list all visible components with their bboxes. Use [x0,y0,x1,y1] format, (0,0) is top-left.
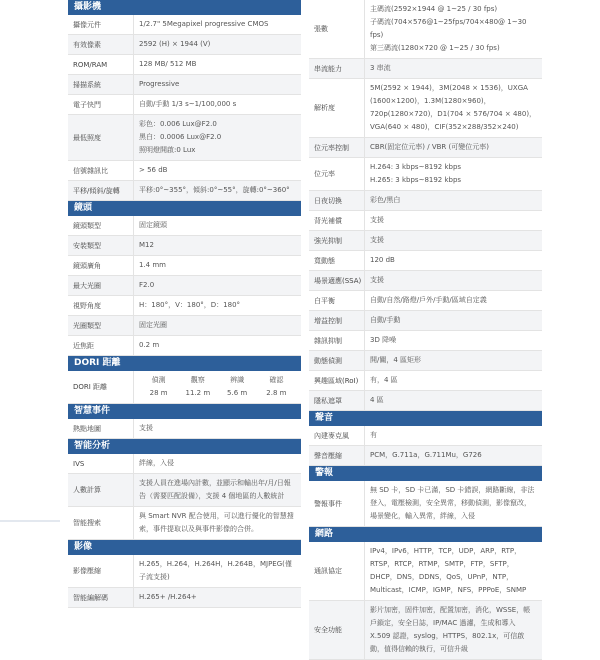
spec-label: 動態偵測 [309,351,365,370]
spec-value: 影片加密，固件加密，配置加密，消化，WSSE，帳戶鎖定，安全日誌，IP/MAC 過濾，生成和導入 X.509 認證，syslog，HTTPS，802.1x，可信啟動，值得信賴的執行，可信升級 [370,606,531,653]
spec-label: 最低照度 [68,115,134,160]
section-rows [309,542,542,660]
spec-value: 有，4 區 [370,376,398,384]
spec-row [68,35,301,55]
spec-label: 聲音壓縮 [309,446,365,465]
spec-value: 支援人員在進場內計數，並顯示和輸出年/月/日報告（需要匹配設備），支援 4 個地區的人數統計 [139,479,291,500]
spec-row [309,291,542,311]
spec-row [68,181,301,201]
spec-value [134,115,301,160]
spec-row [68,316,301,336]
spec-value: 無 SD 卡，SD 卡已滿，SD 卡錯誤，網路斷線，非法登入，電壓檢測，安全異常，移動偵測，影像竄改，場景變化，輸入異常，絆線，入侵 [370,486,535,520]
spec-value: 有 [370,431,377,439]
spec-value: 1.4 mm [139,261,166,269]
spec-value: 與 Smart NVR 配合使用，可以進行優化的智慧搜索，事件提取以及與事件影像的合併。 [139,512,294,533]
section-title: 影像 [68,540,301,555]
spec-value: 開/關，4 區矩形 [370,356,422,364]
section-rows [68,555,301,608]
spec-row [309,0,542,59]
dori-values [139,387,296,400]
spec-row [309,446,542,466]
spec-value: 3 串流 [370,64,391,72]
dori-row [68,371,301,404]
spec-label: 安全功能 [309,601,365,659]
spec-label: 增益控制 [309,311,365,330]
spec-label: 有效像素 [68,35,134,54]
spec-value: IPv4，IPv6，HTTP，TCP，UDP，ARP，RTP，RTSP，RTCP，RTMP，SMTP，FTP，SFTP，DHCP，DNS，DDNS，QoS，UPnP，NTP，Multicast，ICMP，IGMP，NFS，PPPoE，SNMP [370,547,527,594]
spec-row [68,75,301,95]
spec-row [309,138,542,158]
spec-row [68,336,301,356]
spec-value-line: 彩色：0.006 Lux@F2.0 [139,120,217,128]
section-rows [68,371,301,404]
spec-row [68,419,301,439]
spec-value: PCM，G.711a，G.711Mu，G726 [370,451,482,459]
spec-label: 近焦距 [68,336,134,355]
spec-value: 固定光圈 [139,321,167,329]
dori-table [134,371,301,403]
spec-row [309,426,542,446]
spec-label: 鏡頭廣角 [68,256,134,275]
spec-label: 串流能力 [309,59,365,78]
dori-value: 5.6 m [227,389,248,397]
spec-value: F2.0 [139,281,155,289]
spec-row [68,161,301,181]
section-rows [68,419,301,439]
spec-label: 白平衡 [309,291,365,310]
section-title: 智能分析 [68,439,301,454]
spec-label: 電子快門 [68,95,134,114]
spec-label: 場景適應(SSA) [309,271,365,290]
spec-label: 興趣區域(RoI) [309,371,365,390]
spec-value: > 56 dB [139,166,168,174]
section-rows [68,454,301,540]
spec-label: 人數計算 [68,474,134,506]
spec-label: 攝像元件 [68,15,134,34]
dori-value: 28 m [149,389,168,397]
spec-value: 支援 [139,424,153,432]
spec-value: 支援 [370,276,384,284]
spec-label: 位元率 [309,158,365,190]
spec-row [309,158,542,191]
spec-row [309,351,542,371]
spec-value: 2592 (H) × 1944 (V) [139,40,211,48]
spec-label: 影像壓縮 [68,555,134,587]
spec-value: 120 dB [370,256,395,264]
spec-label: 智能編解碼 [68,588,134,607]
spec-value: 彩色/黑白 [370,196,401,204]
spec-value: 3D 降噪 [370,336,397,344]
spec-value-line: H.265: 3 kbps~8192 kbps [370,176,462,184]
spec-label: 位元率控制 [309,138,365,157]
spec-value: 支援 [370,236,384,244]
spec-label: 最大光圈 [68,276,134,295]
spec-label: 強光抑制 [309,231,365,250]
spec-value-line: 照明燈開啟:0 Lux [139,146,196,154]
spec-value: 絆線，入侵 [139,459,174,467]
section-title: 鏡頭 [68,201,301,216]
left-column [68,0,301,608]
section-rows [309,0,542,411]
spec-value-line: 子碼流(704×576@1~25fps/704×480@ 1~30 fps) [370,18,527,39]
spec-label: 解析度 [309,79,365,137]
spec-value-line: 黑白：0.0006 Lux@F2.0 [139,133,222,141]
spec-row [68,115,301,161]
spec-value: M12 [139,241,154,249]
section-title: 網路 [309,527,542,542]
spec-label: 視野角度 [68,296,134,315]
spec-row [309,481,542,527]
spec-label: 張數 [309,0,365,58]
spec-label: 雜訊抑制 [309,331,365,350]
right-column [309,0,542,660]
spec-row [309,191,542,211]
spec-value: 0.2 m [139,341,160,349]
spec-label: 安裝類型 [68,236,134,255]
spec-row [68,588,301,608]
section-title: 警報 [309,466,542,481]
spec-row [309,211,542,231]
section-rows [309,426,542,466]
spec-row [68,236,301,256]
spec-row [68,256,301,276]
spec-label: 信號雜訊比 [68,161,134,180]
spec-row [68,296,301,316]
section-title: 智慧事件 [68,404,301,419]
spec-row [309,231,542,251]
spec-value-line: 主碼流(2592×1944 @ 1~25 / 30 fps) [370,5,498,13]
dori-header: 辨識 [230,376,245,384]
spec-value: 固定鏡頭 [139,221,167,229]
spec-row [309,271,542,291]
spec-value: H：180°，V：180°，D：180° [139,301,241,309]
spec-label: 熱點地圖 [68,419,134,438]
spec-value: 1/2.7" 5Megapixel progressive CMOS [139,20,269,28]
spec-value: Progressive [139,80,180,88]
section-title: 聲音 [309,411,542,426]
spec-value: 自動/手動 1/3 s~1/100,000 s [139,100,237,108]
spec-label: 光圈類型 [68,316,134,335]
spec-row [309,79,542,138]
section-rows [68,15,301,201]
spec-row [68,454,301,474]
spec-row [68,216,301,236]
spec-row [309,331,542,351]
spec-label: 平移/傾斜/旋轉 [68,181,134,200]
dori-header: 確認 [269,376,284,384]
spec-row [309,601,542,660]
spec-value: 4 區 [370,396,384,404]
section-title: DORI 距離 [68,356,301,371]
spec-label: 掃描系統 [68,75,134,94]
spec-row [68,474,301,507]
spec-value [365,158,542,190]
spec-value: 自動/手動 [370,316,401,324]
dori-value: 11.2 m [185,389,211,397]
spec-row [68,95,301,115]
spec-row [309,251,542,271]
spec-label: 隱私遮罩 [309,391,365,410]
dori-label: DORI 距離 [68,371,134,403]
spec-label: 背光補償 [309,211,365,230]
spec-row [68,276,301,296]
spec-value: H.265，H.264，H.264H，H.264B，MJPEG(僅子流支援) [139,560,292,581]
spec-row [309,311,542,331]
spec-row [68,555,301,588]
spec-label: 通訊協定 [309,542,365,600]
decorative-line [0,520,60,522]
dori-header: 偵測 [151,376,166,384]
spec-value: 128 MB/ 512 MB [139,60,197,68]
spec-label: 寬動態 [309,251,365,270]
spec-row [309,391,542,411]
spec-label: 鏡頭類型 [68,216,134,235]
spec-label: ROM/RAM [68,55,134,74]
spec-row [309,59,542,79]
spec-value-line: H.264: 3 kbps~8192 kbps [370,163,462,171]
spec-row [309,371,542,391]
spec-value: H.265+ /H.264+ [139,593,197,601]
dori-header: 觀察 [190,376,205,384]
spec-label: 警報事件 [309,481,365,526]
spec-row [68,507,301,540]
spec-row [309,542,542,601]
spec-row [68,15,301,35]
spec-value: CBR(固定位元率) / VBR (可變位元率) [370,143,489,151]
section-rows [309,481,542,527]
spec-value-line: 第三碼流(1280×720 @ 1~25 / 30 fps) [370,44,500,52]
spec-value: 平移:0°~355°，傾斜:0°~55°，旋轉:0°~360° [139,186,290,194]
spec-value: 5M(2592 × 1944)，3M(2048 × 1536)，UXGA (1600×1200)，1.3M(1280×960)，720p(1280×720)，D1(704 × 576/704 × 480)，VGA(640 × 480)，CIF(352×288/352×240) [370,84,537,131]
section-rows [68,216,301,356]
spec-value: 自動/自然/路燈/戶外/手動/區域自定義 [370,296,487,304]
spec-row [68,55,301,75]
spec-label: IVS [68,454,134,473]
spec-label: 內建麥克風 [309,426,365,445]
dori-value: 2.8 m [266,389,287,397]
section-title: 攝影機 [68,0,301,15]
spec-label: 智能搜索 [68,507,134,539]
spec-value [365,0,542,58]
spec-value: 支援 [370,216,384,224]
dori-headers [139,374,296,387]
spec-label: 日夜切換 [309,191,365,210]
